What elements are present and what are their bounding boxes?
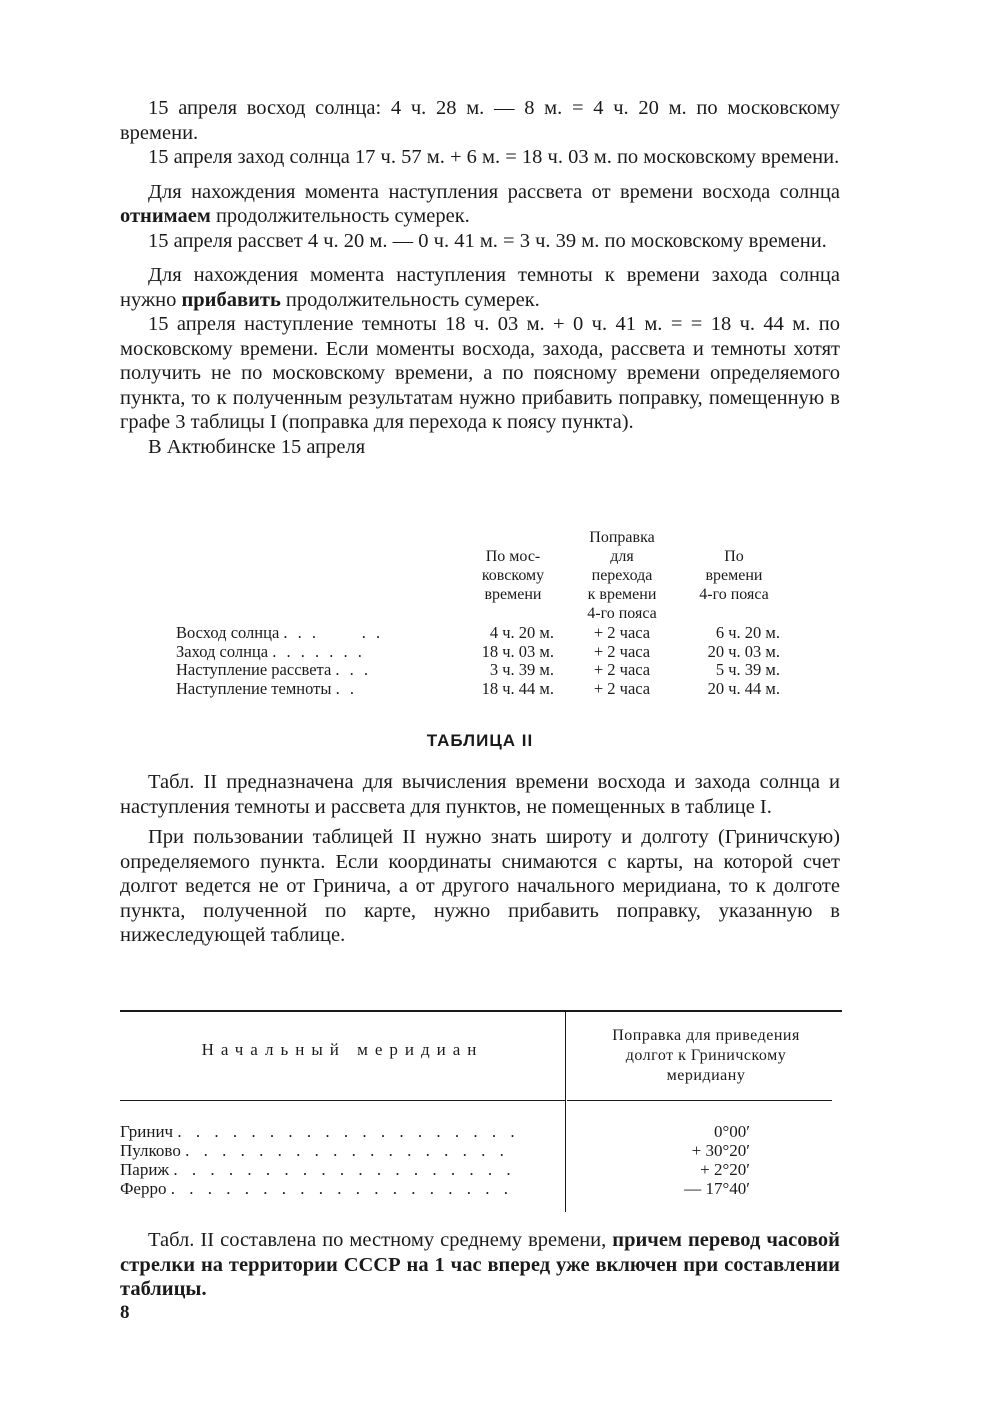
- header-line: к времени: [587, 586, 657, 603]
- row-moscow: 3 ч. 39 м.: [489, 660, 554, 679]
- table-top-rule: [120, 1010, 842, 1012]
- section-text: [120, 770, 840, 948]
- emphasis-subtract: отнимаем: [120, 205, 211, 227]
- row-label-text: Заход солнца: [176, 642, 269, 661]
- row-correction: + 2 часа: [593, 641, 651, 661]
- header-zone-time: [682, 547, 786, 604]
- paragraph-local-time: [120, 1228, 840, 1302]
- paragraph-dawn-rule-c: продолжительность сумерек.: [210, 205, 470, 227]
- closing-text: [120, 1228, 840, 1302]
- table-row: [120, 1179, 842, 1198]
- table-row: [176, 643, 796, 662]
- header-line: ковскому: [481, 567, 545, 584]
- meridian-correction: + 2°20′: [700, 1160, 750, 1179]
- table-row: [120, 1141, 842, 1160]
- paragraph-table2-usage: При пользовании таблицей II нужно знать широту и долготу (Гриничскую) определяемого пункта. Если координаты снимаются с карты, на которой счет долгот ведется не от Гринича, а от другого начального меридиана, то к долготе пункта, полученной по карте, нужно прибавить поправку, указанную в нижеследующей таблице.: [120, 826, 840, 946]
- header-line: 4-го пояса: [587, 605, 657, 622]
- header-longitude-correction: [570, 1026, 842, 1086]
- row-zone: 20 ч. 44 м.: [707, 678, 780, 698]
- header-line: Поправка для приведения: [612, 1027, 800, 1044]
- paragraph-sunset: 15 апреля заход солнца 17 ч. 57 м. + 6 м. = 18 ч. 03 м. по московскому времени.: [148, 146, 840, 168]
- table-row: [120, 1160, 842, 1179]
- header-line: Поправка: [589, 529, 655, 546]
- meridian-name: Париж . . . . . . . . . . . . . . . . . . .: [120, 1160, 516, 1179]
- row-zone: 5 ч. 39 м.: [715, 660, 780, 679]
- row-label-text: Наступление темноты: [176, 679, 332, 698]
- paragraph-local-time-a: Табл. II составлена по местному среднему времени,: [148, 1229, 613, 1251]
- table-header-rule-left: [120, 1100, 565, 1101]
- header-line: По: [724, 548, 744, 565]
- meridian-name-text: Гринич: [120, 1122, 174, 1141]
- row-label: Наступление темноты . .: [176, 679, 357, 698]
- header-meridian: Начальный меридиан: [201, 1040, 484, 1059]
- header-line: времени: [705, 567, 763, 584]
- header-line: перехода: [591, 567, 653, 584]
- row-correction: + 2 часа: [593, 623, 651, 642]
- meridian-name: Ферро . . . . . . . . . . . . . . . . . . .: [120, 1179, 513, 1198]
- aktyubinsk-table-header: [176, 528, 796, 624]
- emphasis-clock-shift: причем перевод часовой стрелки на территории СССР на 1 час вперед уже включен при составлении таблицы.: [120, 1229, 840, 1300]
- paragraph-table2-purpose: Табл. II предназначена для вычисления времени восхода и захода солнца и наступления темноты и рассвета для пунктов, не помещенных в таблице I.: [120, 771, 840, 818]
- row-label-text: Наступление рассвета: [176, 661, 332, 679]
- header-correction: [574, 528, 670, 623]
- row-label-text: Восход солнца: [176, 624, 280, 642]
- table-row: [176, 661, 796, 680]
- table-row: [176, 680, 796, 699]
- header-line: для: [610, 548, 634, 565]
- section-title: ТАБЛИЦА II: [426, 731, 534, 750]
- header-line: 4-го пояса: [699, 586, 769, 603]
- paragraph-darkness: 15 апреля наступление темноты 18 ч. 03 м. + 0 ч. 41 м. = = 18 ч. 44 м. по московскому времени. Если моменты восхода, захода, рассвета и темноты хотят получить не по московскому времени, а по поясному времени определяемого пункта, то к полученным результатам нужно прибавить поправку, помещенную в графе 3 таблицы I (поправка для перехода к поясу пункта).: [120, 313, 840, 433]
- row-moscow: 4 ч. 20 м.: [489, 623, 554, 642]
- meridian-name: Пулково . . . . . . . . . . . . . . . . . .: [120, 1141, 509, 1160]
- table-row: [120, 1122, 842, 1141]
- meridian-name-text: Париж: [120, 1160, 170, 1179]
- meridian-correction: — 17°40′: [684, 1179, 750, 1198]
- row-label: Наступление рассвета . . .: [176, 661, 372, 679]
- paragraph-aktyubinsk: В Актюбинске 15 апреля: [148, 435, 366, 458]
- row-correction: + 2 часа: [593, 678, 651, 698]
- table-header-rule-right: [567, 1100, 832, 1101]
- page-number: 8: [120, 1302, 130, 1323]
- table-row: [176, 624, 796, 643]
- paragraph-sunrise: 15 апреля восход солнца: 4 ч. 28 м. — 8 м. = 4 ч. 20 м. по московскому времени.: [120, 97, 840, 144]
- header-line: По мос-: [485, 548, 541, 565]
- header-line: меридиану: [666, 1067, 746, 1084]
- row-zone: 6 ч. 20 м.: [715, 623, 780, 642]
- paragraph-dark-rule: [120, 263, 840, 312]
- row-label: Восход солнца . . . . .: [176, 624, 384, 642]
- aktyubinsk-table: [176, 528, 796, 698]
- meridian-name-text: Пулково: [120, 1141, 181, 1160]
- paragraph-dawn: 15 апреля рассвет 4 ч. 20 м. — 0 ч. 41 м. = 3 ч. 39 м. по московскому времени.: [148, 229, 827, 252]
- meridian-name: Гринич . . . . . . . . . . . . . . . . . . .: [120, 1122, 520, 1141]
- row-moscow: 18 ч. 03 м.: [481, 641, 554, 661]
- paragraph-dark-rule-a: Для нахождения момента наступления темноты к времени захода солнца нужно: [120, 264, 840, 311]
- row-moscow: 18 ч. 44 м.: [481, 678, 554, 698]
- row-zone: 20 ч. 03 м.: [707, 641, 780, 661]
- paragraph-dawn-rule: [120, 180, 840, 229]
- meridian-correction: 0°00′: [713, 1122, 750, 1141]
- header-moscow-time: [468, 547, 558, 604]
- header-line: времени: [484, 586, 542, 603]
- header-line: долгот к Гриничскому: [625, 1047, 787, 1064]
- body-text: [120, 96, 840, 459]
- meridian-correction: + 30°20′: [691, 1141, 750, 1160]
- row-correction: + 2 часа: [593, 660, 651, 679]
- meridian-name-text: Ферро: [120, 1179, 167, 1198]
- paragraph-dark-rule-c: продолжительность сумерек.: [280, 288, 540, 311]
- row-label: Заход солнца . . . . . . .: [176, 642, 365, 661]
- emphasis-add: прибавить: [181, 288, 281, 311]
- paragraph-dawn-rule-a: Для нахождения момента наступления рассвета от времени восхода солнца: [148, 180, 840, 203]
